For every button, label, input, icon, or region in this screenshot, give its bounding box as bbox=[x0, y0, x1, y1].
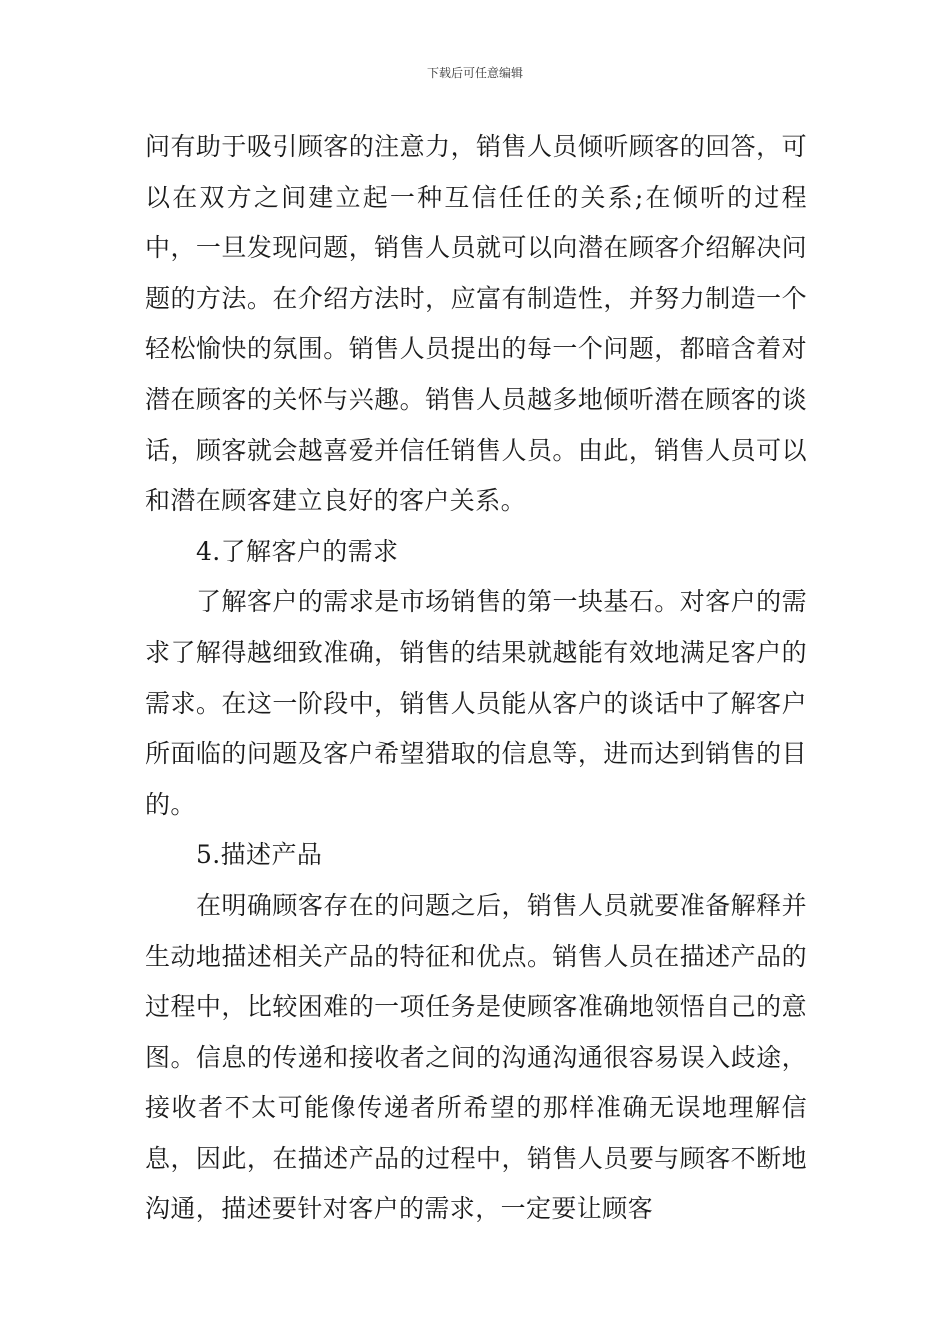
heading-describe-product: 5.描述产品 bbox=[196, 840, 323, 870]
paragraph-listening: 问有助于吸引顾客的注意力，销售人员倾听顾客的回答，可以在双方之间建立起一种互信任任的关系;在倾听的过程中，一旦发现问题，销售人员就可以向潜在顾客介绍解决问题的方法。在介绍方法时，应富有制造性，并努力制造一个轻松愉快的氛围。销售人员提出的每一个问题，都暗含着对潜在顾客的关怀与兴趣。销售人员越多地倾听潜在顾客的谈话，顾客就会越喜爱并信任销售人员。由此，销售人员可以和潜在顾客建立良好的客户关系。 bbox=[145, 132, 807, 516]
heading-understand-needs: 4.了解客户的需求 bbox=[196, 536, 399, 566]
paragraph-understand-needs: 了解客户的需求是市场销售的第一块基石。对客户的需求了解得越细致准确，销售的结果就越能有效地满足客户的需求。在这一阶段中，销售人员能从客户的谈话中了解客户所面临的问题及客户希望猎取的信息等，进而达到销售的目的。 bbox=[145, 587, 807, 819]
document-body bbox=[145, 122, 807, 1235]
page-header: 下载后可任意编辑 bbox=[426, 66, 523, 80]
paragraph-describe-product: 在明确顾客存在的问题之后，销售人员就要准备解释并生动地描述相关产品的特征和优点。销售人员在描述产品的过程中，比较困难的一项任务是使顾客准确地领悟自己的意图。信息的传递和接收者之间的沟通沟通很容易误入歧途，接收者不太可能像传递者所希望的那样准确无误地理解信息，因此，在描述产品的过程中，销售人员要与顾客不断地沟通，描述要针对客户的需求，一定要让顾客 bbox=[145, 890, 807, 1224]
